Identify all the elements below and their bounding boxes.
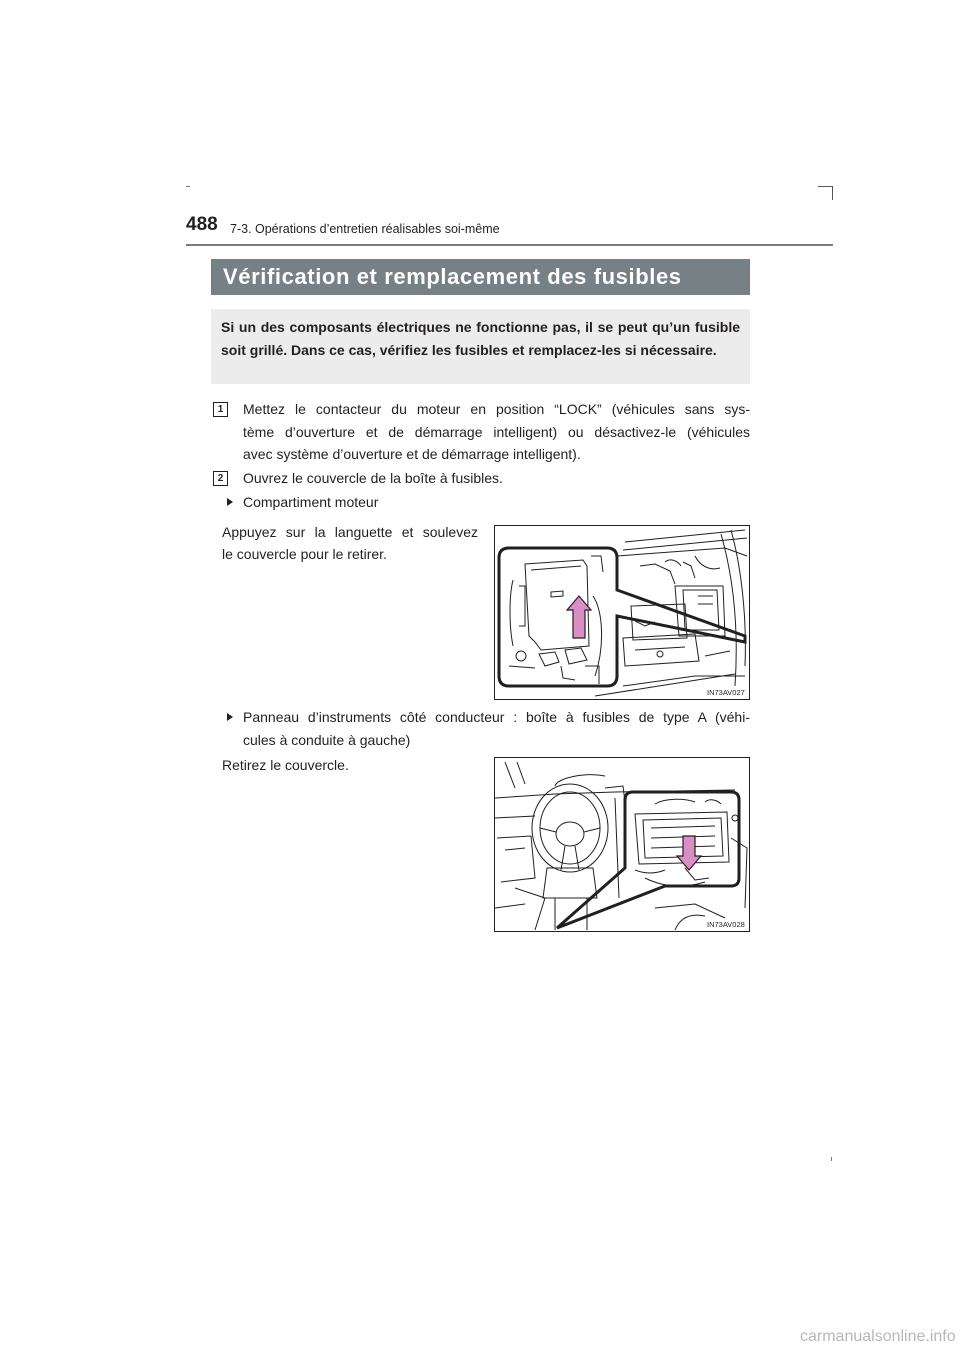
crop-mark (186, 186, 190, 187)
instruction-line: Appuyez sur la languette et soulevez (222, 524, 478, 540)
bullet-text: Compartiment moteur (243, 494, 379, 510)
intro-box (211, 309, 750, 384)
engine-compartment-illustration (495, 526, 750, 700)
page-number: 488 (186, 214, 218, 235)
bullet-text: cules à conduite à gauche) (243, 731, 411, 748)
step-text-line: Mettez le contacteur du moteur en position “LOCK” (véhicules sans sys- (243, 401, 750, 417)
engine-fuse-box-figure (494, 525, 750, 700)
up-arrow-icon (567, 596, 591, 638)
section-reference: 7-3. Opérations d’entretien réalisables soi-même (230, 222, 500, 236)
instrument-panel-illustration (495, 758, 750, 932)
instruction-text: Retirez le couvercle. (222, 757, 349, 773)
triangle-bullet-icon (227, 713, 233, 721)
step-text (243, 398, 750, 466)
step-text: Ouvrez le couvercle de la boîte à fusibles. (243, 470, 503, 486)
watermark: carmanualsonline.info (800, 1328, 956, 1345)
bullet-text: Panneau d’instruments côté conducteur : boîte à fusibles de type A (véhi- (243, 709, 750, 725)
instrument-panel-fuse-box-figure (494, 757, 750, 932)
crop-mark (832, 186, 833, 200)
figure-id: IN73AV027 (707, 688, 745, 697)
header-rule (186, 244, 833, 246)
down-arrow-icon (677, 836, 701, 870)
section-title: Vérification et remplacement des fusibles (211, 259, 750, 295)
triangle-bullet-icon (227, 498, 233, 506)
crop-mark (831, 1157, 832, 1161)
step-number: 1 (213, 402, 228, 417)
bullet-item (227, 491, 378, 514)
bullet-item (227, 706, 750, 751)
step-text-line: avec système d’ouverture et de démarrage intelligent). (243, 446, 581, 462)
instruction-text (222, 521, 478, 565)
instruction-line: le couvercle pour le retirer. (222, 546, 387, 562)
step-number: 2 (213, 471, 228, 486)
step-text-line: tème d’ouverture et de démarrage intelligent) ou désactivez-le (véhicules (243, 423, 750, 440)
intro-text: Si un des composants électriques ne fonctionne pas, il se peut qu’un fusible soit grillé. Dans ce cas, vérifiez les fusibles et remplacez-les si nécessaire. (221, 319, 740, 358)
crop-mark (818, 186, 832, 187)
figure-id: IN73AV028 (707, 920, 745, 929)
